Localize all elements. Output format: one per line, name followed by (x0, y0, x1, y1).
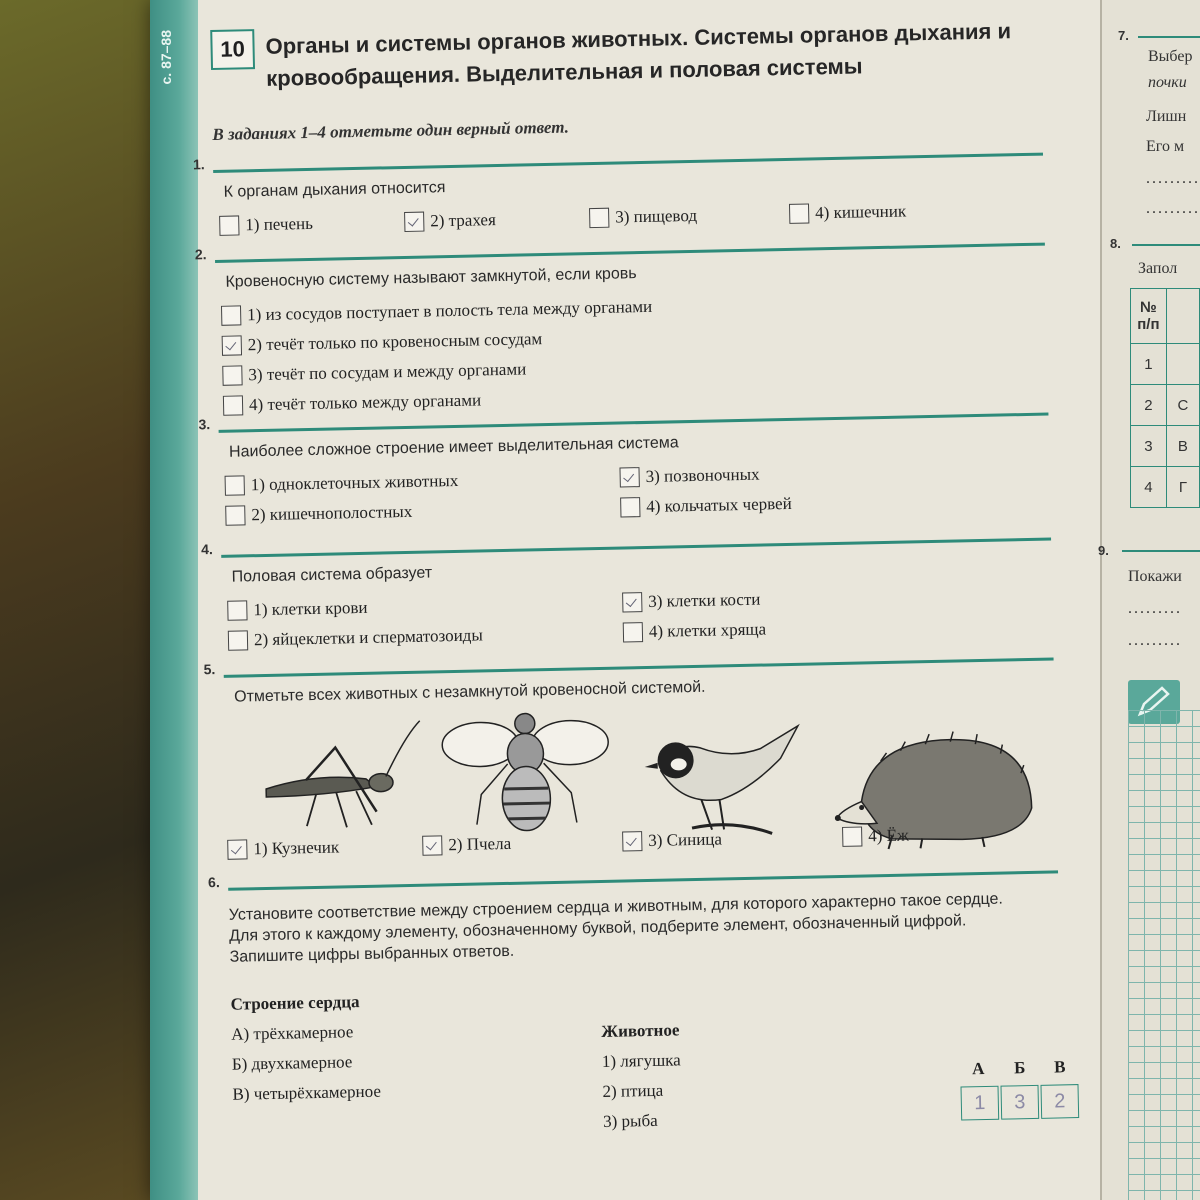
table-row-num: 1 (1131, 344, 1167, 385)
option-1-4[interactable]: 4) кишечник (789, 201, 906, 223)
option-1-2[interactable]: 2) трахея (404, 210, 496, 232)
checkbox-checked[interactable] (222, 335, 242, 355)
q9-number: 9. (1098, 543, 1109, 558)
question-3 (198, 412, 1079, 525)
option-2-1[interactable]: 1) из сосудов поступает в полость тела между органами (221, 297, 652, 326)
checkbox-checked[interactable] (227, 839, 247, 859)
animal-heading: Животное (601, 1020, 680, 1042)
worksheet-content (192, 2, 1114, 1190)
checkbox-checked[interactable] (404, 212, 424, 232)
heart-item-b: Б) двухкамерное (231, 1052, 353, 1074)
question-number: 3. (198, 416, 211, 433)
option-4-4[interactable]: 4) клетки хряща (623, 619, 767, 642)
option-3-2[interactable]: 2) кишечнополостных (225, 502, 412, 526)
q9-dotted-1: ......... (1128, 600, 1182, 617)
page-spine-band (150, 0, 198, 1200)
question-6 (207, 870, 1088, 891)
q8-table (1130, 288, 1200, 508)
question-5 (203, 657, 1084, 706)
question-text: Половая система образует (231, 564, 433, 586)
checkbox[interactable] (223, 395, 243, 415)
q8-number: 8. (1110, 236, 1121, 251)
question-number: 2. (194, 246, 207, 263)
q7-dotted-2: ......... (1146, 200, 1200, 217)
bee-icon (439, 702, 612, 846)
checkbox[interactable] (842, 827, 862, 847)
table-row-num: 4 (1131, 467, 1167, 508)
q7-line-2: почки (1148, 74, 1187, 91)
checkbox[interactable] (227, 600, 247, 620)
question-divider (221, 538, 1051, 558)
checkbox[interactable] (222, 365, 242, 385)
option-3-4[interactable]: 4) кольчатых червей (620, 494, 792, 518)
option-2-4[interactable]: 4) течёт только между органами (223, 390, 481, 415)
q7-line (1138, 36, 1200, 38)
answer-head-b: Б (1013, 1058, 1026, 1078)
question-divider (224, 657, 1054, 677)
question-6-text: Установите соответствие между строением сердца и животным, для которого характерно такое сердце. Для этого к каждому элементу, обозначенному буквой, подберите элемент, обозначенный цифрой. Запишите цифры выбранных ответов. (228, 890, 1004, 966)
option-4-3[interactable]: 3) клетки кости (622, 590, 761, 613)
option-5-3[interactable]: 3) Синица (622, 829, 722, 851)
instruction-text: В заданиях 1–4 отметьте один верный ответ. (212, 117, 570, 144)
table-row-cell (1166, 344, 1199, 385)
animal-item-2: 2) птица (602, 1080, 664, 1102)
option-5-1[interactable]: 1) Кузнечик (227, 837, 339, 859)
checkbox[interactable] (228, 630, 248, 650)
option-2-2[interactable]: 2) течёт только по кровеносным сосудам (222, 329, 543, 356)
grasshopper-icon (245, 716, 427, 840)
heart-structure-heading: Строение сердца (230, 992, 360, 1014)
animal-illustrations (224, 692, 1087, 860)
q8-text: Запол (1138, 260, 1178, 277)
heart-item-v: В) четырёхкамерное (232, 1081, 382, 1104)
checkbox-checked[interactable] (622, 831, 642, 851)
checkbox[interactable] (789, 203, 809, 223)
option-5-2[interactable]: 2) Пчела (422, 834, 511, 856)
question-text: Отметьте всех животных с незамкнутой кровеносной системой. (234, 678, 706, 706)
question-number: 5. (203, 661, 216, 678)
question-number: 6. (207, 873, 220, 891)
checkbox[interactable] (219, 215, 239, 235)
question-1 (192, 152, 1073, 235)
table-row-cell: Г (1166, 467, 1199, 508)
question-number: 1. (192, 156, 205, 173)
question-text: Кровеносную систему называют замкнутой, если кровь (225, 265, 637, 291)
question-divider (213, 153, 1043, 173)
answer-cell-b[interactable]: 3 (1000, 1085, 1039, 1120)
checkbox[interactable] (221, 305, 241, 325)
checkbox-checked[interactable] (422, 835, 442, 855)
q9-dotted-2: ......... (1128, 632, 1182, 649)
q9-text: Покажи (1128, 568, 1182, 585)
option-1-1[interactable]: 1) печень (219, 214, 313, 236)
checkbox-checked[interactable] (622, 592, 642, 612)
bird-icon (630, 718, 802, 842)
table-head-cell: № п/п (1131, 289, 1167, 344)
answer-head-v: В (1053, 1057, 1066, 1077)
question-divider (219, 413, 1049, 433)
q7-line-3: Лишн (1146, 108, 1187, 125)
checkbox[interactable] (589, 208, 609, 228)
lesson-title: Органы и системы органов животных. Системы органов дыхания и кровообращения. Выделительная и половая системы (265, 18, 1012, 91)
option-4-1[interactable]: 1) клетки крови (227, 598, 368, 621)
option-1-3[interactable]: 3) пищевод (589, 206, 697, 228)
answer-head-a: А (971, 1059, 985, 1079)
q7-dotted-1: ......... (1146, 170, 1200, 187)
lesson-number: 10 (210, 29, 255, 70)
answer-cell-v[interactable]: 2 (1040, 1084, 1079, 1119)
question-divider (228, 870, 1058, 890)
question-divider (215, 243, 1045, 263)
checkbox[interactable] (623, 622, 643, 642)
option-4-2[interactable]: 2) яйцеклетки и сперматозоиды (228, 625, 483, 650)
checkbox[interactable] (225, 475, 245, 495)
q7-line-1: Выбер (1148, 48, 1193, 65)
table-row-cell: С (1166, 385, 1199, 426)
table-row-num: 2 (1131, 385, 1167, 426)
option-2-3[interactable]: 3) течёт по сосудам и между органами (222, 359, 526, 385)
checkbox-checked[interactable] (619, 467, 639, 487)
option-3-1[interactable]: 1) одноклеточных животных (225, 471, 459, 496)
table-row-cell: В (1166, 426, 1199, 467)
checkbox[interactable] (225, 505, 245, 525)
q7-line-4: Его м (1146, 138, 1185, 155)
question-text: К органам дыхания относится (223, 179, 446, 201)
checkbox[interactable] (620, 497, 640, 517)
spine-page-ref: с. 87–88 (158, 30, 174, 85)
animal-item-1: 1) лягушка (601, 1050, 681, 1072)
option-3-3[interactable]: 3) позвоночных (619, 465, 759, 488)
heart-item-a: А) трёхкамерное (231, 1022, 354, 1044)
question-2 (194, 242, 1075, 415)
graph-paper-grid (1128, 710, 1200, 1200)
q8-line (1132, 244, 1200, 246)
q9-line (1122, 550, 1200, 552)
answer-cell-a[interactable]: 1 (961, 1086, 1000, 1121)
animal-item-3: 3) рыба (602, 1110, 658, 1132)
question-number: 4. (200, 541, 213, 558)
table-row-num: 3 (1131, 426, 1167, 467)
question-text: Наиболее сложное строение имеет выделительная система (228, 434, 679, 461)
q7-number: 7. (1118, 28, 1129, 43)
question-4 (200, 537, 1081, 650)
option-5-4[interactable]: 4) Ёж (842, 826, 909, 847)
